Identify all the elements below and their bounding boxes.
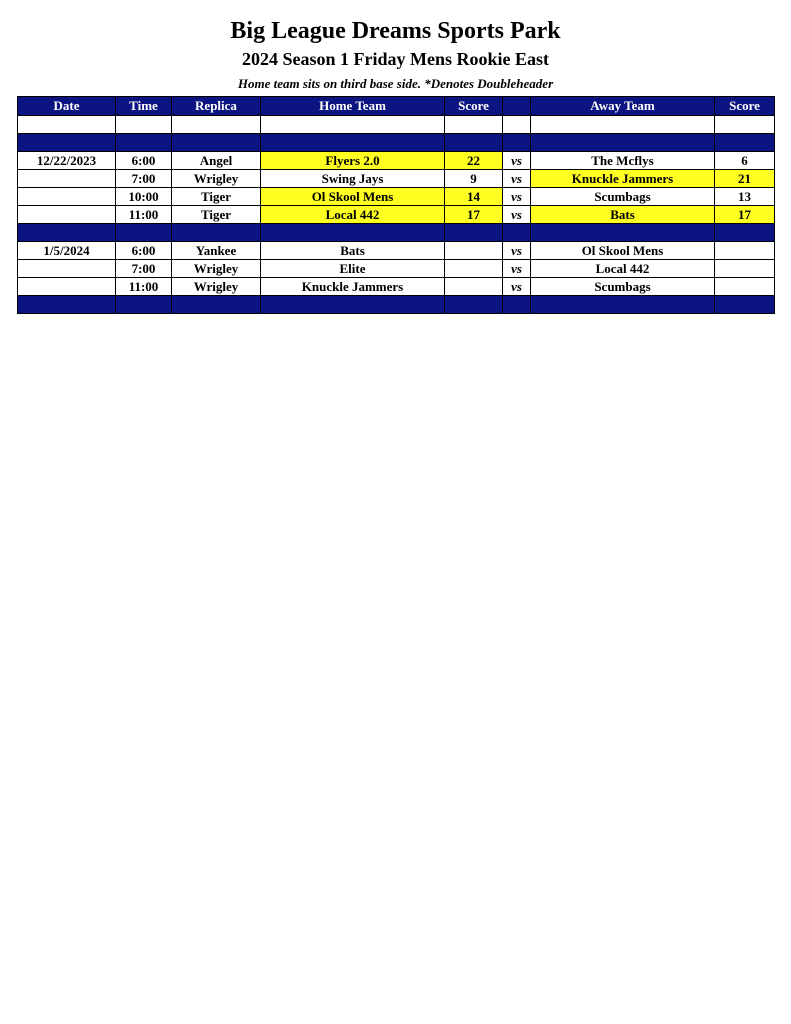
away-team: Bats (531, 206, 715, 224)
game-time: 6:00 (116, 242, 172, 260)
game-date (18, 188, 116, 206)
game-time: 7:00 (116, 260, 172, 278)
game-date (18, 278, 116, 296)
game-time: 7:00 (116, 170, 172, 188)
game-time: 6:00 (116, 152, 172, 170)
home-team: Local 442 (261, 206, 445, 224)
vs-label: vs (503, 152, 531, 170)
away-score (715, 242, 775, 260)
game-row (18, 170, 775, 188)
game-time: 11:00 (116, 278, 172, 296)
game-row (18, 188, 775, 206)
doubleheader-note: Home team sits on third base side. *Denotes Doubleheader (237, 76, 554, 91)
week-separator (18, 134, 775, 152)
vs-label: vs (503, 170, 531, 188)
header-row (18, 97, 775, 116)
away-score: 6 (715, 152, 775, 170)
home-score (445, 278, 503, 296)
vs-label: vs (503, 242, 531, 260)
home-score (445, 242, 503, 260)
away-score (715, 260, 775, 278)
vs-label: vs (503, 188, 531, 206)
game-replica: Tiger (172, 188, 261, 206)
game-replica: Wrigley (172, 170, 261, 188)
blank-row (18, 116, 775, 134)
home-score (445, 260, 503, 278)
game-row (18, 260, 775, 278)
col-away-team-header: Away Team (531, 97, 715, 116)
away-team: Knuckle Jammers (531, 170, 715, 188)
away-team: Scumbags (531, 278, 715, 296)
col-time-header: Time (116, 97, 172, 116)
away-team: The Mcflys (531, 152, 715, 170)
game-row (18, 152, 775, 170)
game-replica: Yankee (172, 242, 261, 260)
col-date-header: Date (18, 97, 116, 116)
col-home-score-header: Score (445, 97, 503, 116)
col-home-team-header: Home Team (261, 97, 445, 116)
game-time: 11:00 (116, 206, 172, 224)
game-row (18, 242, 775, 260)
game-date: 1/5/2024 (18, 242, 116, 260)
week-separator (18, 224, 775, 242)
home-score: 9 (445, 170, 503, 188)
week-separator (18, 296, 775, 314)
home-score: 22 (445, 152, 503, 170)
page-subtitle: 2024 Season 1 Friday Mens Rookie East (241, 49, 549, 69)
game-row (18, 206, 775, 224)
away-score: 17 (715, 206, 775, 224)
home-team: Bats (261, 242, 445, 260)
col-away-score-header: Score (715, 97, 775, 116)
home-score: 14 (445, 188, 503, 206)
game-date (18, 206, 116, 224)
vs-label: vs (503, 278, 531, 296)
game-date: 12/22/2023 (18, 152, 116, 170)
vs-label: vs (503, 260, 531, 278)
game-replica: Angel (172, 152, 261, 170)
game-replica: Wrigley (172, 260, 261, 278)
home-team: Elite (261, 260, 445, 278)
col-vs-header (503, 97, 531, 116)
home-score: 17 (445, 206, 503, 224)
away-team: Scumbags (531, 188, 715, 206)
home-team: Swing Jays (261, 170, 445, 188)
game-replica: Tiger (172, 206, 261, 224)
vs-label: vs (503, 206, 531, 224)
game-replica: Wrigley (172, 278, 261, 296)
schedule-body (18, 116, 775, 314)
home-team: Knuckle Jammers (261, 278, 445, 296)
schedule-table (17, 96, 775, 314)
away-score: 13 (715, 188, 775, 206)
away-score: 21 (715, 170, 775, 188)
page-title: Big League Dreams Sports Park (230, 18, 561, 44)
away-score (715, 278, 775, 296)
game-time: 10:00 (116, 188, 172, 206)
home-team: Ol Skool Mens (261, 188, 445, 206)
col-replica-header: Replica (172, 97, 261, 116)
game-date (18, 260, 116, 278)
game-row (18, 278, 775, 296)
away-team: Ol Skool Mens (531, 242, 715, 260)
home-team: Flyers 2.0 (261, 152, 445, 170)
away-team: Local 442 (531, 260, 715, 278)
game-date (18, 170, 116, 188)
